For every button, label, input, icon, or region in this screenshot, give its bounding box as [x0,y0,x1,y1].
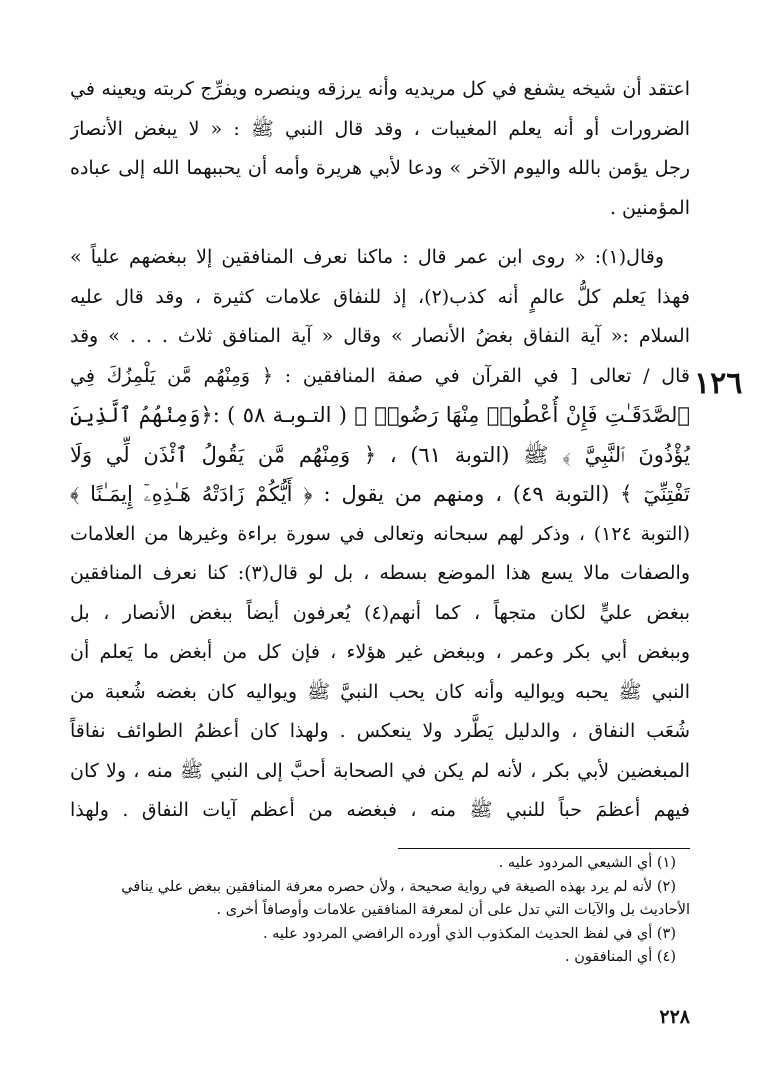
text-line: الضرورات أو أنه يعلم المغيبات ، وقد قال النبي ﷺ : « لا يبغض الأنصارَ [70,117,690,140]
text-line: اعتقد أن شيخه يشفع في كل مريديه وأنه يرزقه وينصره ويفرِّج كربته ويعينه في [70,78,690,100]
margin-page-reference: ١٢٦ [694,366,743,401]
footnotes [70,852,690,970]
text-line: قال / تعالى [ في القرآن في صفة المنافقين : ﴿ وَمِنْهُم مَّن يَلْمِزُكَ فِي [70,364,690,387]
footnote: (٣) أي في لفظ الحديث المكذوب الذي أورده الرافضي المردود عليه . [262,925,676,942]
quran-line: تَفْتِنِّيٓ ﴾ (التوبة ٤٩) ، ومنهم من يقول : ﴿ أَيُّكُمْ زَادَتْهُ هَـٰذِهِۦٓ إِيمَـٰنًا ﴾ [70,482,690,506]
main-text [70,70,690,831]
page-number: ٢٢٨ [659,1006,690,1028]
text-line: شُعَب النفاق ، والدليل يَطَّرد ولا ينعكس . ولهذا كان أعظمُ الطوائف نفاقاً [70,720,690,742]
text-line: (التوبة ١٢٤) ، وذكر لهم سبحانه وتعالى في سورة براءة وغيرها من العلامات [70,522,690,545]
text-line: ببغض عليٍّ لكان متجهاً ، كما أنهم(٤) يُعرفون أيضاً ببغض الأنصار ، بل [70,601,690,624]
quran-line: ٱلصَّدَقَـٰتِ فَإِنْ أُعْطُوا۟ مِنْهَا رَضُوا۟ ﴾ ( التـوبـة ٥٨ ) :﴿وَمِنْهُمُ ٱلَّذِينَ [70,403,690,427]
footnote: (٢) لأنه لم يرد بهذه الصيغة في رواية صحيحة ، ولأن حصره معرفة المنافقين ببغض علي ينافي [121,878,676,895]
footnote-continuation: الأحاديث بل والآيات التي تدل على أن لمعرفة المنافقين علامات وأوصافاً أخرى . [216,902,690,918]
footnote: (٤) أي المنافقون . [565,949,676,965]
text-line: فهذا يَعلم كلُّ عالمٍ أنه كذب(٢)، إذ للنفاق علامات كثيرة ، وقد قال عليه [70,285,690,308]
text-line: المؤمنين . [609,196,690,219]
footnote: (١) أي الشيعي المردود عليه . [498,855,676,871]
text-line: المبغضين لأبي بكر ، لأنه لم يكن في الصحابة أحبَّ إلى النبي ﷺ منه ، ولا كان [70,759,690,782]
text-line: النبي ﷺ يحبه ويواليه وأنه كان يحب النبيَّ ﷺ ويواليه كان بغضه شُعبة من [70,680,690,703]
text-line: وببغض أبي بكر وعمر ، وببغض غير هؤلاء ، فإن كل من أبغض ما يَعلم أن [70,641,690,663]
text-line: فيهم أعظمَ حباً للنبي ﷺ منه ، فبغضه من أعظم آيات النفاق . ولهذا [70,799,690,821]
text-line: رجل يؤمن بالله واليوم الآخر » ودعا لأبي هريرة وأمه أن يحببهما الله إلى عباده [70,157,690,179]
text-line: وقال(١): « روى ابن عمر قال : ماكنا نعرف المنافقين إلا ببغضهم علياً » [70,246,664,268]
text-line: السلام :« آية النفاق بغضُ الأنصار » وقال « آية المنافق ثلاث . . . » وقد [70,325,690,347]
footnote-divider [398,848,690,849]
quran-line: يُؤْذُونَ ٱلنَّبِيَّ ﴾ ﷺ (التوبة ٦١) ، ﴿ وَمِنْهُم مَّن يَقُولُ ٱئْذَن لِّي وَلَا [70,442,690,467]
text-line: والصفات مالا يسع هذا الموضع بسطه ، بل لو قال(٣): كنا نعرف المنافقين [70,562,690,584]
